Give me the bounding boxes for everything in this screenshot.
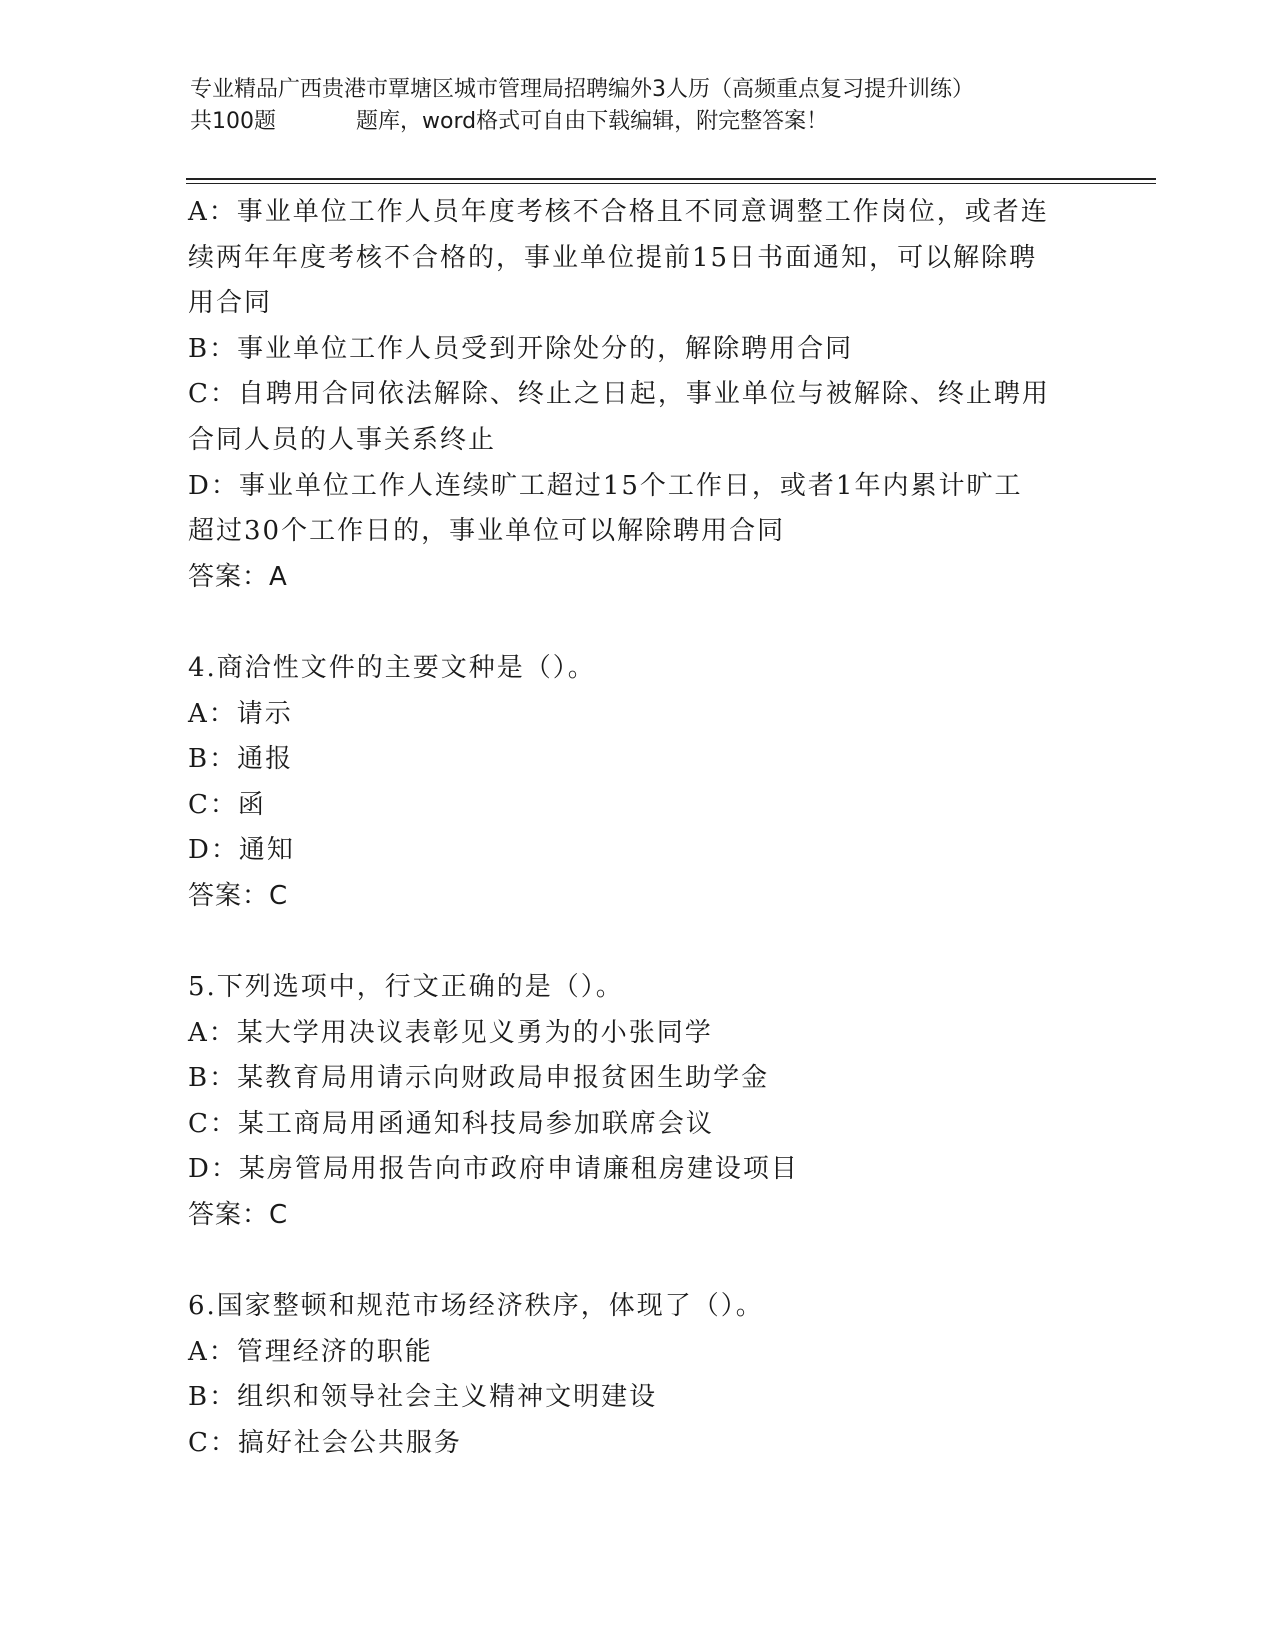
q4-answer: 答案：C <box>188 880 289 911</box>
q3-option-d-line2: 超过30个工作日的，事业单位可以解除聘用合同 <box>188 516 786 547</box>
header-question-count: 共100题 <box>190 109 276 134</box>
document-header <box>190 74 1090 138</box>
q5-answer: 答案：C <box>188 1200 289 1231</box>
q4-option-b: B：通报 <box>188 744 294 775</box>
q3-option-a-line2: 续两年年度考核不合格的，事业单位提前15日书面通知，可以解除聘 <box>188 242 1038 273</box>
q5-option-b: B：某教育局用请示向财政局申报贫困生助学金 <box>188 1063 770 1094</box>
q6-option-c: C：搞好社会公共服务 <box>188 1428 462 1459</box>
q6-option-a: A：管理经济的职能 <box>188 1336 433 1367</box>
header-divider-thin <box>186 183 1156 184</box>
q4-option-c: C：函 <box>188 789 266 820</box>
question-4 <box>188 646 1088 920</box>
q3-option-a-line1: A：事业单位工作人员年度考核不合格且不同意调整工作岗位，或者连 <box>188 197 1049 227</box>
q3-option-c-line2: 合同人员的人事关系终止 <box>188 424 497 455</box>
q5-option-d: D：某房管局用报告向市政府申请廉租房建设项目 <box>188 1154 799 1185</box>
q4-option-d: D：通知 <box>188 835 295 866</box>
question-5 <box>188 965 1088 1239</box>
q5-option-a: A：某大学用决议表彰见义勇为的小张同学 <box>188 1017 713 1048</box>
q3-option-d-line1: D：事业单位工作人连续旷工超过15个工作日，或者1年内累计旷工 <box>188 470 1023 501</box>
header-title-line2 <box>190 106 1090 138</box>
q6-stem: 6.国家整顿和规范市场经济秩序，体现了（）。 <box>188 1291 764 1322</box>
q3-option-c-line1: C：自聘用合同依法解除、终止之日起，事业单位与被解除、终止聘用 <box>188 379 1050 410</box>
q4-option-a: A：请示 <box>188 698 293 729</box>
header-divider-thick <box>186 178 1156 180</box>
q3-option-b: B：事业单位工作人员受到开除处分的，解除聘用合同 <box>188 333 854 364</box>
question-content <box>188 190 1088 1467</box>
q5-stem: 5.下列选项中，行文正确的是（）。 <box>188 972 624 1003</box>
header-description: 题库，word格式可自由下载编辑，附完整答案！ <box>356 109 829 134</box>
header-title-line1: 专业精品广西贵港市覃塘区城市管理局招聘编外3人历（高频重点复习提升训练） <box>190 77 974 102</box>
question-3 <box>188 190 1088 600</box>
q3-option-a-line3: 用合同 <box>188 288 273 319</box>
q3-answer: 答案：A <box>188 561 288 592</box>
question-6 <box>188 1284 1088 1466</box>
q4-stem: 4.商洽性文件的主要文种是（）。 <box>188 652 596 683</box>
q5-option-c: C：某工商局用函通知科技局参加联席会议 <box>188 1108 714 1139</box>
q6-option-b: B：组织和领导社会主义精神文明建设 <box>188 1382 658 1413</box>
